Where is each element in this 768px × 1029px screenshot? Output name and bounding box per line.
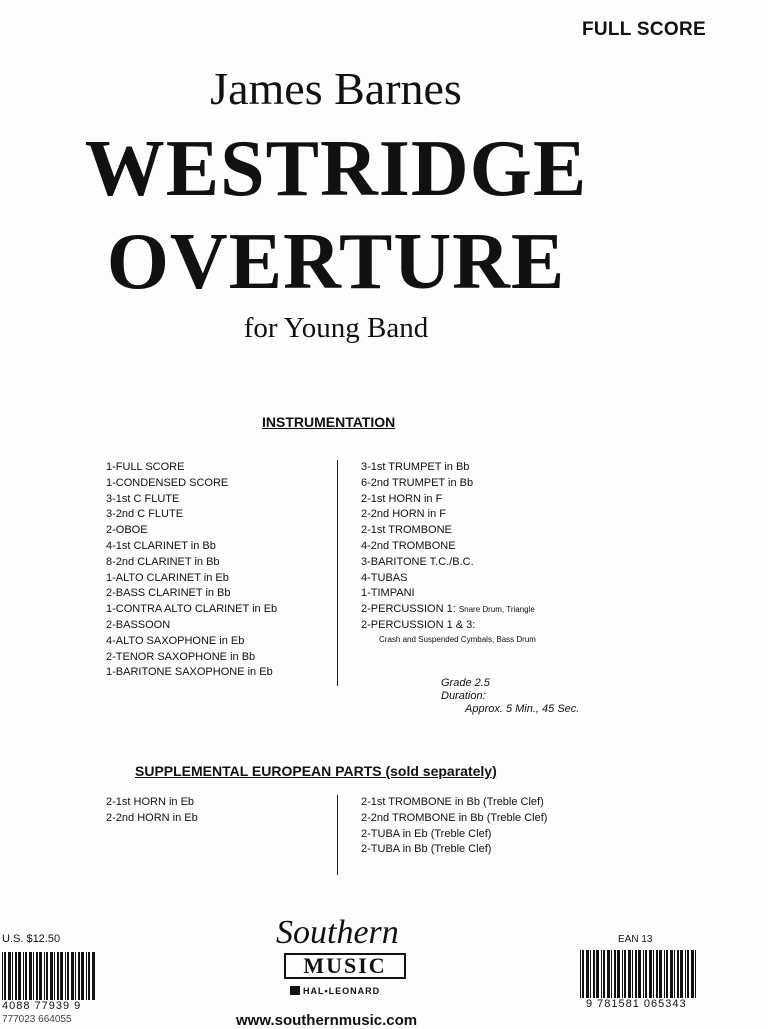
percussion-2-detail: Crash and Suspended Cymbals, Bass Drum	[379, 634, 536, 644]
barcode-bar	[580, 950, 581, 998]
column-divider	[337, 795, 338, 875]
instrumentation-right-list	[361, 460, 536, 646]
ean-number: 9 781581 065343	[586, 998, 687, 1010]
barcode-bar	[65, 952, 66, 1000]
barcode-bar	[649, 950, 652, 998]
duration-label: Duration:	[441, 690, 486, 702]
barcode-bar	[603, 950, 605, 998]
barcode-bar	[15, 952, 17, 1000]
barcode-bar	[677, 950, 679, 998]
list-item: 2-BASS CLARINET in Bb	[106, 587, 231, 600]
website-url: www.southernmusic.com	[236, 1012, 418, 1029]
barcode-bar	[596, 950, 599, 998]
barcode-bar	[601, 950, 602, 998]
barcode-bar	[635, 950, 637, 998]
barcode-bar	[4, 952, 6, 1000]
instrumentation-left-list	[106, 460, 277, 681]
barcode-bar	[67, 952, 69, 1000]
barcode-bar	[18, 952, 21, 1000]
list-item: 1-CONDENSED SCORE	[106, 476, 229, 489]
barcode-bar	[78, 952, 80, 1000]
full-score-label: FULL SCORE	[581, 19, 706, 40]
instrumentation-heading: INSTRUMENTATION	[262, 414, 396, 430]
subtitle: for Young Band	[243, 312, 429, 344]
barcode-bar	[593, 950, 595, 998]
percussion-1-detail: Snare Drum, Triangle	[458, 605, 535, 615]
list-item: 3-1st C FLUTE	[106, 492, 180, 505]
barcode-bar	[674, 950, 675, 998]
barcode-bar	[659, 950, 662, 998]
upc-barcode-icon	[2, 952, 96, 1000]
price-label: U.S. $12.50	[2, 933, 61, 945]
list-item: 2-TUBA in Eb (Treble Clef)	[361, 827, 492, 840]
list-item: 1-BARITONE SAXOPHONE in Eb	[106, 666, 273, 679]
barcode-bar	[33, 952, 34, 1000]
barcode-bar	[617, 950, 620, 998]
barcode-bar	[88, 952, 90, 1000]
barcode-bar	[86, 952, 87, 1000]
list-item: 1-CONTRA ALTO CLARINET in Eb	[106, 603, 278, 616]
barcode-bar	[8, 952, 11, 1000]
supplemental-right-list	[361, 795, 547, 858]
list-item: 4-2nd TROMBONE	[361, 539, 456, 552]
barcode-bar	[44, 952, 45, 1000]
barcode-bar	[29, 952, 32, 1000]
list-item: 1-TIMPANI	[361, 587, 415, 600]
list-item: 1-FULL SCORE	[106, 461, 185, 473]
supplemental-left-list	[106, 795, 198, 827]
list-item: 4-1st CLARINET in Bb	[106, 539, 216, 552]
list-item: 2-TENOR SAXOPHONE in Bb	[106, 650, 256, 663]
barcode-bar	[582, 950, 584, 998]
barcode-bar	[628, 950, 631, 998]
hal-leonard-logo	[290, 986, 380, 996]
barcode-bar	[656, 950, 658, 998]
title-line-2: OVERTURE	[106, 218, 566, 306]
barcode-bar	[695, 950, 696, 998]
barcode-bar	[586, 950, 589, 998]
performance-info	[441, 677, 579, 716]
supplemental-heading: SUPPLEMENTAL EUROPEAN PARTS (sold separately)	[135, 763, 497, 779]
list-item: 2-TUBA in Bb (Treble Clef)	[361, 843, 492, 856]
barcode-bar	[638, 950, 641, 998]
southern-logo-text: Southern	[276, 914, 399, 951]
list-item: 8-2nd CLARINET in Bb	[106, 555, 220, 568]
list-item: 4-TUBAS	[361, 571, 408, 584]
list-item: 2-OBOE	[106, 524, 148, 537]
barcode-bar	[680, 950, 683, 998]
barcode-bar	[46, 952, 48, 1000]
barcode-bar	[81, 952, 84, 1000]
barcode-bar	[54, 952, 55, 1000]
barcode-bar	[622, 950, 623, 998]
barcode-bar	[664, 950, 665, 998]
duration-value: Approx. 5 Min., 45 Sec.	[465, 703, 580, 715]
list-item: 3-2nd C FLUTE	[106, 508, 184, 521]
barcode-bar	[12, 952, 13, 1000]
barcode-bar	[624, 950, 626, 998]
list-item: 2-BASSOON	[106, 618, 171, 631]
composer-name: James Barnes	[210, 63, 462, 114]
list-item: 4-ALTO SAXOPHONE in Eb	[106, 634, 245, 647]
barcode-bar	[666, 950, 668, 998]
barcode-bar	[75, 952, 76, 1000]
list-item: 2-2nd HORN in Eb	[106, 811, 198, 824]
barcode-bar	[643, 950, 644, 998]
percussion-1-label: 2-PERCUSSION 1:	[361, 603, 456, 616]
title-line-1: WESTRIDGE	[84, 125, 588, 213]
list-item: 3-1st TRUMPET in Bb	[361, 461, 470, 473]
barcode-bar	[685, 950, 686, 998]
barcode-bar	[50, 952, 53, 1000]
ean-barcode-icon	[580, 950, 698, 998]
barcode-bar	[92, 952, 95, 1000]
list-item: 2-1st HORN in Eb	[106, 796, 195, 808]
hal-leonard-icon	[290, 986, 300, 995]
barcode-bar	[36, 952, 38, 1000]
barcode-bar	[25, 952, 27, 1000]
list-item-percussion-1	[361, 602, 536, 618]
upc-partial-code: 777023 664055	[2, 1014, 72, 1025]
barcode-bar	[611, 950, 612, 998]
barcode-bar	[2, 952, 3, 1000]
column-divider	[337, 460, 338, 686]
barcode-bar	[57, 952, 59, 1000]
list-item: 2-1st TROMBONE in Bb (Treble Clef)	[361, 796, 544, 808]
hal-leonard-text: HAL•LEONARD	[303, 986, 381, 996]
barcode-bar	[60, 952, 63, 1000]
grade-text: Grade 2.5	[441, 677, 490, 689]
barcode-bar	[687, 950, 689, 998]
barcode-bar	[653, 950, 654, 998]
barcode-bar	[632, 950, 633, 998]
percussion-2-label: 2-PERCUSSION 1 & 3:	[361, 618, 476, 631]
barcode-bar	[614, 950, 616, 998]
barcode-bar	[670, 950, 673, 998]
barcode-bar	[691, 950, 694, 998]
barcode-bar	[590, 950, 591, 998]
barcode-bar	[71, 952, 74, 1000]
barcode-bar	[23, 952, 24, 1000]
list-item: 1-ALTO CLARINET in Eb	[106, 571, 229, 584]
barcode-bar	[39, 952, 42, 1000]
upc-number: 4088 77939 9	[2, 1000, 82, 1012]
music-logo-text: MUSIC	[284, 953, 406, 979]
list-item: 2-2nd TROMBONE in Bb (Treble Clef)	[361, 811, 548, 824]
list-item: 2-1st HORN in F	[361, 492, 443, 505]
barcode-bar	[607, 950, 610, 998]
barcode-bar	[645, 950, 647, 998]
list-item: 2-2nd HORN in F	[361, 508, 446, 521]
list-item: 3-BARITONE T.C./B.C.	[361, 555, 474, 568]
list-item: 6-2nd TRUMPET in Bb	[361, 476, 474, 489]
ean-label: EAN 13	[618, 934, 653, 945]
list-item: 2-1st TROMBONE	[361, 524, 452, 537]
